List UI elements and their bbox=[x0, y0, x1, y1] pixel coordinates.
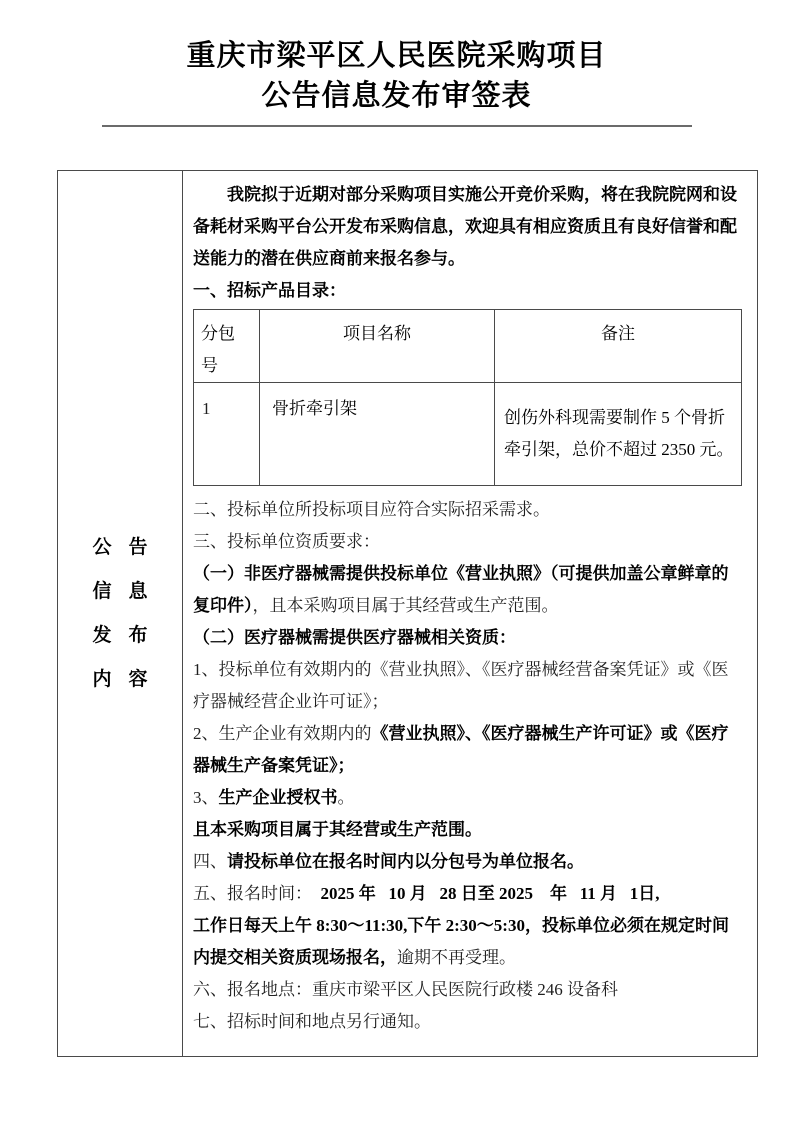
document-title bbox=[0, 0, 793, 116]
catalog-header-package-no: 分包号 bbox=[194, 310, 260, 383]
scope-note: 且本采购项目属于其经营或生产范围。 bbox=[193, 820, 482, 839]
catalog-data-row bbox=[194, 383, 742, 486]
row-label-line: 发布 bbox=[92, 624, 165, 646]
working-hours-bold-segment: 工作日每天上午 8:30～11:30,下午 2:30～5:30，投标单位必须在规定时间内提交相关资质现场报名， bbox=[193, 916, 729, 967]
item2-sub1: 1、投标单位有效期内的《营业执照》、《医疗器械经营备案凭证》或《医疗器械经营企业许可证》； bbox=[193, 660, 729, 711]
catalog-cell-project-name: 骨折牵引架 bbox=[260, 383, 495, 486]
catalog-header-row bbox=[194, 310, 742, 383]
title-underline bbox=[102, 125, 692, 127]
deadline-note-segment: 逾期不再受理。 bbox=[397, 948, 516, 967]
section7-clause: 七、招标时间和地点另行通知。 bbox=[193, 1012, 431, 1031]
item1-regular-segment: ，且本采购项目属于其经营或生产范围。 bbox=[252, 596, 559, 615]
section1-heading: 一、招标产品目录： bbox=[193, 281, 346, 300]
qualification-item2-heading: （二）医疗器械需提供医疗器械相关资质： bbox=[193, 628, 516, 647]
row-label-line: 内容 bbox=[92, 668, 165, 690]
item2-sub3 bbox=[193, 782, 740, 814]
form-row bbox=[58, 171, 758, 1057]
catalog-cell-remark: 创伤外科现需要制作 5 个骨折牵引架，总价不超过 2350 元。 bbox=[495, 383, 742, 486]
document-title-line2: 公告信息发布审签表 bbox=[261, 80, 532, 112]
item1-bold-segment: （一）非医疗器械需提供投标单位《营业执照》（可提供加盖公章鲜章的复印件） bbox=[193, 564, 729, 615]
row-label-line: 信息 bbox=[92, 580, 165, 602]
catalog-header-remark: 备注 bbox=[495, 310, 742, 383]
product-catalog-table bbox=[193, 309, 742, 486]
document-title-line1: 重庆市梁平区人民医院采购项目 bbox=[186, 40, 607, 72]
section6-clause: 六、报名地点：重庆市梁平区人民医院行政楼 246 设备科 bbox=[193, 980, 618, 999]
registration-dates: 2025 年 10 月 28 日至 2025 年 11 月 1日, bbox=[312, 884, 660, 903]
section5-label: 五、报名时间： bbox=[193, 884, 312, 903]
item2-sub3-bold-segment: 生产企业授权书 bbox=[218, 788, 338, 807]
section4-bold-segment: 请投标单位在报名时间内以分包号为单位报名。 bbox=[227, 852, 584, 871]
item2-sub2 bbox=[193, 718, 740, 782]
section4-prefix: 四、 bbox=[193, 852, 227, 871]
intro-paragraph: 我院拟于近期对部分采购项目实施公开竞价采购，将在我院院网和设备耗材采购平台公开发布采购信息，欢迎具有相应资质且有良好信誉和配送能力的潜在供应商前来报名参与。 bbox=[193, 185, 737, 268]
qualification-item1 bbox=[193, 558, 740, 622]
announcement-content-cell bbox=[183, 171, 758, 1057]
section3-clause: 三、投标单位资质要求： bbox=[193, 532, 380, 551]
item2-sub2-bold-segment: 《营业执照》、《医疗器械生产许可证》或《医疗器械生产备案凭证》； bbox=[193, 724, 729, 775]
section4-clause bbox=[193, 846, 740, 878]
catalog-cell-package-no: 1 bbox=[194, 383, 260, 486]
approval-form-table bbox=[57, 170, 758, 1057]
section5-continuation bbox=[193, 910, 740, 974]
section2-clause: 二、投标单位所投标项目应符合实际招采需求。 bbox=[193, 500, 550, 519]
item2-sub2-regular-segment: 2、生产企业有效期内的 bbox=[193, 724, 372, 743]
item2-sub3-prefix: 3、 bbox=[193, 788, 219, 807]
row-label-line: 公告 bbox=[92, 536, 165, 558]
row-label-cell bbox=[58, 171, 183, 1057]
section5-clause bbox=[193, 878, 740, 910]
item2-sub3-suffix: 。 bbox=[337, 788, 355, 807]
catalog-header-project-name: 项目名称 bbox=[260, 310, 495, 383]
